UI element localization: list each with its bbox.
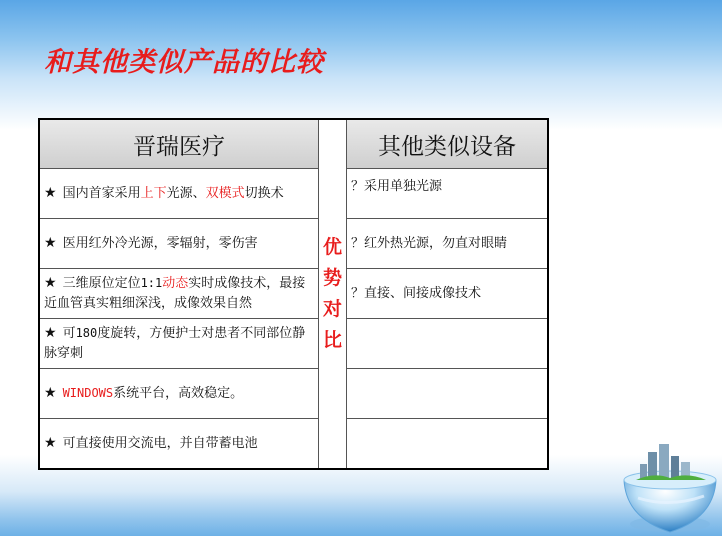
empty-cell	[347, 369, 549, 419]
question-icon: ？	[351, 235, 365, 251]
comparison-table	[38, 118, 549, 470]
feature-text: ★ 三维原位定位1:1动态实时成像技术，最接近血管真实粗细深浅，成像效果自然	[44, 275, 306, 311]
header-jinrui: 晋瑞医疗	[39, 119, 319, 169]
competitor-text: ？采用单独光源	[351, 179, 443, 194]
table-row	[39, 219, 548, 269]
competitor-text: ？红外热光源，勿直对眼睛	[351, 235, 508, 251]
competitor-text: ？直接、间接成像技术	[351, 285, 482, 301]
city-globe-decoration	[618, 438, 722, 536]
question-icon: ？	[351, 179, 365, 194]
star-icon: ★	[44, 435, 57, 451]
header-other-devices: 其他类似设备	[347, 119, 549, 169]
table-row	[39, 319, 548, 369]
question-icon: ？	[351, 285, 365, 301]
feature-text: ★ 国内首家采用上下光源、双模式切换术	[44, 185, 284, 201]
slide-title: 和其他类似产品的比较	[44, 47, 324, 78]
table-row	[39, 369, 548, 419]
feature-text: ★ 可180度旋转，方便护士对患者不同部位静脉穿刺	[44, 325, 306, 361]
star-icon: ★	[44, 325, 57, 341]
table-row	[39, 419, 548, 470]
empty-cell	[347, 319, 549, 369]
advantage-comparison-label: 优 势 对 比	[319, 119, 347, 469]
feature-text: ★ 可直接使用交流电，并自带蓄电池	[44, 435, 258, 451]
table-header-row	[39, 119, 548, 169]
star-icon: ★	[44, 275, 57, 291]
feature-text: ★ 医用红外冷光源，零辐射，零伤害	[44, 235, 258, 251]
empty-cell	[347, 419, 549, 470]
table-row	[39, 169, 548, 219]
feature-text: ★ WINDOWS系统平台，高效稳定。	[44, 385, 244, 401]
star-icon: ★	[44, 385, 57, 401]
star-icon: ★	[44, 235, 57, 251]
table-row	[39, 269, 548, 319]
star-icon: ★	[44, 185, 57, 201]
